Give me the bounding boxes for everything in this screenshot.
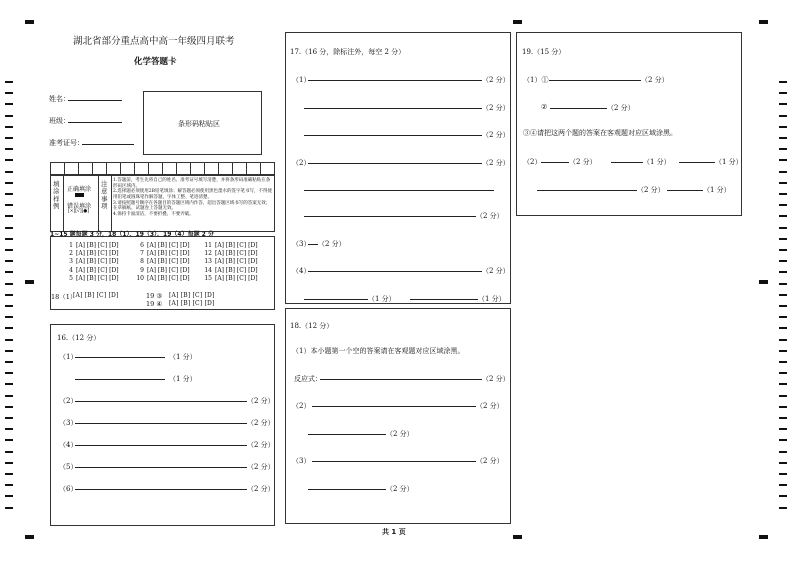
id-digit-cell[interactable] (135, 163, 149, 174)
mc-question-row[interactable] (136, 267, 190, 274)
q19-points: （2 分） (569, 158, 597, 166)
timing-bar (5, 462, 13, 464)
id-digit-cell[interactable] (177, 163, 191, 174)
timing-bar (779, 283, 787, 285)
q18-part-label: （3） (292, 457, 311, 465)
q17-answer-line[interactable] (304, 101, 482, 109)
q16-header: 16.（12 分） (57, 334, 101, 342)
mc-q18-label: 18（1） (51, 293, 77, 301)
mc-question-row[interactable] (65, 250, 119, 257)
mc-q19-4-label: 19 ④ (146, 300, 163, 308)
name-field[interactable] (68, 93, 122, 101)
timing-bar (5, 305, 13, 307)
mc-question-row[interactable] (136, 275, 190, 282)
timing-bar (779, 316, 787, 318)
timing-bar (5, 182, 13, 184)
timing-bar (5, 126, 13, 128)
mc-question-row[interactable] (65, 258, 119, 265)
timing-bar (779, 495, 787, 497)
q19-points: （1 分） (715, 158, 743, 166)
q17-part-label: （1） (292, 76, 311, 84)
corner-mark (25, 535, 34, 539)
corner-mark (513, 535, 522, 539)
class-field[interactable] (68, 115, 122, 123)
q17-answer-line[interactable] (308, 237, 318, 245)
q19-box (516, 32, 742, 216)
timing-bar (779, 361, 787, 363)
mc-options[interactable]: [A] [B] [C] [D] (215, 274, 258, 282)
q16-part-label: （4） (59, 441, 78, 449)
q18-note: （1）本小题第一个空的答案请在客观题对应区域涂黑。 (292, 347, 465, 355)
timing-bar (779, 462, 787, 464)
q16-points: （1 分） (169, 375, 197, 383)
note-item: 3.请按照题号顺序在各题目的答题区域内作答，超出答题区域书写的答案无效；在草稿纸、试题卷上答题无效。 (113, 200, 271, 212)
mc-question-number: 1 (69, 242, 73, 249)
q17-answer-line[interactable] (308, 264, 482, 272)
mc-options[interactable]: [A] [B] [C] [D] (147, 258, 190, 266)
q19-answer-line[interactable] (549, 73, 641, 81)
mc-question-number: 14 (204, 266, 212, 274)
note-item: 4.保持卡面清洁，不要折叠、不要弄破。 (113, 211, 194, 217)
q19-part-label: （1）① (523, 76, 549, 84)
q16-points: （1 分） (169, 353, 197, 361)
id-label: 准考证号： (49, 139, 84, 147)
mc-options[interactable]: [A] [B] [C] [D] (215, 258, 258, 266)
q16-part-label: （3） (59, 419, 78, 427)
mc-question-row[interactable] (204, 250, 258, 257)
timing-bar (779, 148, 787, 150)
mc-options[interactable]: [A] [B] [C] [D] (76, 242, 119, 249)
q16-answer-line[interactable] (75, 372, 165, 380)
mc-options[interactable]: [A] [B] [C] [D] (76, 266, 119, 274)
timing-bar (5, 215, 13, 217)
id-digit-cell[interactable] (247, 163, 261, 174)
mc-question-number: 13 (204, 258, 212, 266)
timing-bar (779, 372, 787, 374)
q17-answer-line[interactable] (304, 292, 368, 300)
q17-answer-line[interactable] (308, 156, 482, 164)
timing-bar (779, 182, 787, 184)
q17-answer-line[interactable] (304, 209, 476, 217)
notes-label: 注意事项 (101, 180, 108, 211)
name-label: 姓名： (49, 95, 70, 103)
note-item: 1.答题前，考生先将自己的姓名、准考证号填写清楚，并将条形码准确粘贴在条形码区域内。 (113, 178, 271, 189)
q17-header: 17.（16 分，除标注外，每空 2 分） (290, 48, 406, 56)
timing-bar (5, 383, 13, 385)
mc-question-number: 4 (69, 266, 73, 274)
id-field[interactable] (82, 137, 134, 145)
class-label: 班级： (49, 117, 70, 125)
q18-answer-line[interactable] (312, 399, 476, 407)
mc-q19-4-options[interactable]: [A] [B] [C] [D] (169, 300, 215, 307)
timing-bar (779, 126, 787, 128)
q18-points: （2 分） (386, 430, 414, 438)
q16-points: （2 分） (247, 419, 275, 427)
barcode-label: 条形码粘贴区 (178, 120, 220, 128)
q19-points: （1 分） (643, 158, 671, 166)
mc-question-row[interactable] (136, 258, 190, 265)
q16-answer-line[interactable] (75, 394, 247, 402)
q17-answer-line[interactable] (308, 73, 482, 81)
timing-bar (5, 439, 13, 441)
q19-answer-line[interactable] (541, 155, 569, 163)
q16-answer-line[interactable] (75, 460, 247, 468)
timing-bar (5, 484, 13, 486)
timing-bar (779, 227, 787, 229)
mc-question-row[interactable] (136, 242, 190, 249)
mc-options[interactable]: [A] [B] [C] [D] (76, 250, 119, 258)
timing-bar (779, 305, 787, 307)
timing-bar (5, 193, 13, 195)
mc-question-row[interactable] (204, 267, 258, 274)
corner-mark (513, 20, 522, 24)
timing-bar (779, 103, 787, 105)
q18-answer-line[interactable] (308, 427, 386, 435)
card-title: 化学答题卡 (134, 57, 177, 67)
timing-bar (779, 327, 787, 329)
mc-question-row[interactable] (136, 250, 190, 257)
q19-points: （2 分） (641, 76, 669, 84)
q19-part-label: ② (541, 103, 548, 111)
mc-question-number: 15 (204, 274, 212, 282)
id-digit-cell[interactable] (79, 163, 93, 174)
mc-q19-3-label: 19 ③ (146, 292, 163, 300)
q18-points: （2 分） (476, 457, 504, 465)
q17-box (285, 32, 511, 304)
q17-answer-line[interactable] (304, 128, 482, 136)
timing-bar (779, 92, 787, 94)
q16-part-label: （2） (59, 397, 78, 405)
timing-bar (5, 451, 13, 453)
timing-bar (779, 294, 787, 296)
timing-bar (779, 406, 787, 408)
timing-bar (5, 249, 13, 251)
timing-bar (779, 249, 787, 251)
timing-bar (5, 372, 13, 374)
q16-answer-line[interactable] (75, 416, 247, 424)
timing-bar (779, 507, 787, 509)
id-digit-cell[interactable] (65, 163, 79, 174)
mc-options[interactable]: [A] [B] [C] [D] (147, 266, 190, 274)
q17-points: （2 分） (482, 76, 510, 84)
mc-options[interactable]: [A] [B] [C] [D] (215, 242, 258, 249)
timing-bar (779, 428, 787, 430)
q19-part-label: （2） (523, 158, 542, 166)
mc-options[interactable]: [A] [B] [C] [D] (147, 250, 190, 258)
q17-points: （2 分） (476, 212, 504, 220)
mc-options[interactable]: [A] [B] [C] [D] (76, 274, 119, 282)
q16-answer-line[interactable] (75, 350, 165, 358)
q17-points: （2 分） (482, 267, 510, 275)
q19-points: （2 分） (607, 104, 635, 112)
mc-options[interactable]: [A] [B] [C] [D] (76, 258, 119, 266)
q17-part-label: （3） (292, 240, 311, 248)
timing-bar (5, 327, 13, 329)
mc-question-row[interactable] (204, 275, 258, 282)
timing-bar (5, 159, 13, 161)
mc-options[interactable]: [A] [B] [C] [D] (215, 266, 258, 274)
corner-mark (25, 20, 34, 24)
q16-part-label: （5） (59, 463, 78, 471)
timing-bar (779, 395, 787, 397)
timing-bar (5, 260, 13, 262)
q19-answer-line[interactable] (611, 155, 643, 163)
mc-q19-3-options[interactable]: [A] [B] [C] [D] (169, 292, 215, 299)
timing-bar (5, 395, 13, 397)
q19-answer-line[interactable] (550, 101, 607, 109)
q19-note: ③④请把这两个题的答案在客观题对应区域涂黑。 (523, 129, 677, 137)
timing-bar (5, 316, 13, 318)
q18-part-label: （2） (292, 402, 311, 410)
q18-answer-line[interactable] (312, 454, 476, 462)
timing-bar (5, 283, 13, 285)
timing-bar (779, 204, 787, 206)
id-digit-cell[interactable] (107, 163, 121, 174)
q17-part-label: （4） (292, 267, 311, 275)
timing-bar (779, 339, 787, 341)
timing-bar (779, 439, 787, 441)
q17-points: （2 分） (318, 240, 346, 248)
timing-bar (779, 159, 787, 161)
timing-bar (779, 193, 787, 195)
timing-bar (779, 238, 787, 240)
q18-points: （2 分） (476, 402, 504, 410)
q17-points: （1 分） (478, 295, 506, 303)
id-digit-cell[interactable] (121, 163, 135, 174)
timing-bar (5, 115, 13, 117)
timing-bar (5, 473, 13, 475)
timing-bar (779, 484, 787, 486)
timing-bar (5, 406, 13, 408)
mc-score-rule: 1~15 题每题 3 分，18（1）、19（3）、19（4）每题 2 分 (50, 231, 214, 238)
id-digit-cell[interactable] (93, 163, 107, 174)
mc-options[interactable]: [A] [B] [C] [D] (215, 250, 258, 258)
corner-mark (759, 535, 768, 539)
timing-bar (5, 339, 13, 341)
timing-bar (779, 115, 787, 117)
mc-question-row[interactable] (65, 242, 119, 249)
timing-bar (5, 271, 13, 273)
corner-mark (759, 20, 768, 24)
timing-bar (779, 260, 787, 262)
timing-bar (779, 417, 787, 419)
page-count: 共 1 页 (382, 528, 406, 536)
timing-bar (5, 137, 13, 139)
barcode-area (143, 91, 262, 155)
q17-answer-line[interactable] (304, 183, 494, 191)
mc-question-number: 11 (204, 242, 212, 249)
timing-bar (5, 227, 13, 229)
mc-answer-box (50, 236, 275, 310)
timing-bar (779, 350, 787, 352)
q18-header: 18.（12 分） (290, 322, 334, 330)
mc-question-number: 2 (69, 250, 73, 258)
wrong-fill-sample: [×][√][●] (68, 209, 90, 214)
q16-points: （2 分） (247, 485, 275, 493)
mc-question-number: 12 (204, 250, 212, 258)
id-digit-cell[interactable] (149, 163, 163, 174)
q17-points: （2 分） (482, 131, 510, 139)
mc-question-number: 7 (140, 250, 144, 258)
mc-question-number: 6 (140, 242, 144, 249)
q16-part-label: （6） (59, 485, 78, 493)
q18-points: （2 分） (482, 375, 510, 383)
mc-question-row[interactable] (65, 267, 119, 274)
mc-question-number: 5 (69, 274, 73, 282)
exam-title: 湖北省部分重点高中高一年级四月联考 (73, 36, 235, 47)
q17-points: （1 分） (368, 295, 396, 303)
mc-question-row[interactable] (65, 275, 119, 282)
q16-points: （2 分） (247, 397, 275, 405)
timing-bar (5, 294, 13, 296)
id-digit-cell[interactable] (219, 163, 233, 174)
id-digit-cell[interactable] (205, 163, 219, 174)
timing-bar (779, 383, 787, 385)
q16-answer-line[interactable] (75, 482, 247, 490)
id-number-grid[interactable] (50, 162, 275, 175)
q17-part-label: （2） (292, 159, 311, 167)
correct-fill-label: 正确填涂 (67, 186, 92, 193)
q18-points: （2 分） (386, 485, 414, 493)
sample-label: 填涂样例 (53, 180, 60, 211)
q18-answer-line[interactable] (320, 372, 482, 380)
id-digit-cell[interactable] (233, 163, 247, 174)
note-item: 2.选择题必须使用2B铅笔填涂；解答题必须使用黑色墨水的签字笔书写，不得使用铅笔或圆珠笔作解答题，字体工整、笔迹清楚。 (113, 189, 272, 200)
mc-question-number: 9 (140, 266, 144, 274)
q18-box (285, 308, 511, 524)
timing-bar (5, 148, 13, 150)
timing-bar (5, 417, 13, 419)
q19-answer-line[interactable] (679, 155, 715, 163)
mc-options[interactable]: [A] [B] [C] [D] (147, 274, 190, 282)
q16-points: （2 分） (247, 441, 275, 449)
mc-q18-options[interactable]: [A] [B] [C] [D] (73, 292, 119, 299)
q16-answer-line[interactable] (75, 438, 247, 446)
mc-question-number: 3 (69, 258, 73, 266)
timing-bar (5, 507, 13, 509)
timing-bar (779, 473, 787, 475)
q17-points: （2 分） (482, 159, 510, 167)
q18-reaction-label: 反应式： (294, 375, 322, 383)
timing-bar (5, 495, 13, 497)
mc-options[interactable]: [A] [B] [C] [D] (147, 242, 190, 249)
q19-header: 19.（15 分） (522, 48, 566, 56)
timing-bar (5, 204, 13, 206)
timing-bar (5, 428, 13, 430)
timing-bar (779, 451, 787, 453)
correct-fill-sample (75, 193, 84, 197)
timing-bar (5, 238, 13, 240)
timing-bar (5, 171, 13, 173)
q19-points: （1 分） (703, 186, 731, 194)
timing-bar (779, 215, 787, 217)
corner-mark (759, 280, 768, 284)
timing-bar (779, 171, 787, 173)
id-digit-cell[interactable] (261, 163, 274, 174)
id-digit-cell[interactable] (191, 163, 205, 174)
q17-points: （2 分） (482, 104, 510, 112)
id-digit-cell[interactable] (51, 163, 65, 174)
q19-answer-line[interactable] (667, 183, 703, 191)
timing-bar (779, 137, 787, 139)
q16-points: （2 分） (247, 463, 275, 471)
timing-bar (5, 92, 13, 94)
timing-bar (5, 81, 13, 83)
q19-points: （2 分） (637, 186, 665, 194)
corner-mark (25, 280, 34, 284)
q16-box (50, 324, 275, 526)
mc-question-number: 8 (140, 258, 144, 266)
mc-question-row[interactable] (204, 258, 258, 265)
timing-bar (779, 81, 787, 83)
fill-instruction-box (50, 175, 275, 232)
timing-bar (5, 361, 13, 363)
timing-bar (779, 271, 787, 273)
q18-answer-line[interactable] (308, 482, 386, 490)
mc-question-row[interactable] (204, 242, 258, 249)
q19-answer-line[interactable] (537, 183, 637, 191)
notes-list (113, 178, 273, 217)
timing-bar (5, 103, 13, 105)
q16-part-label: （1） (59, 353, 78, 361)
id-digit-cell[interactable] (163, 163, 177, 174)
mc-question-number: 10 (136, 274, 144, 282)
q17-answer-line[interactable] (410, 292, 478, 300)
wrong-fill-label: 错误填涂 (67, 203, 92, 210)
timing-bar (5, 350, 13, 352)
